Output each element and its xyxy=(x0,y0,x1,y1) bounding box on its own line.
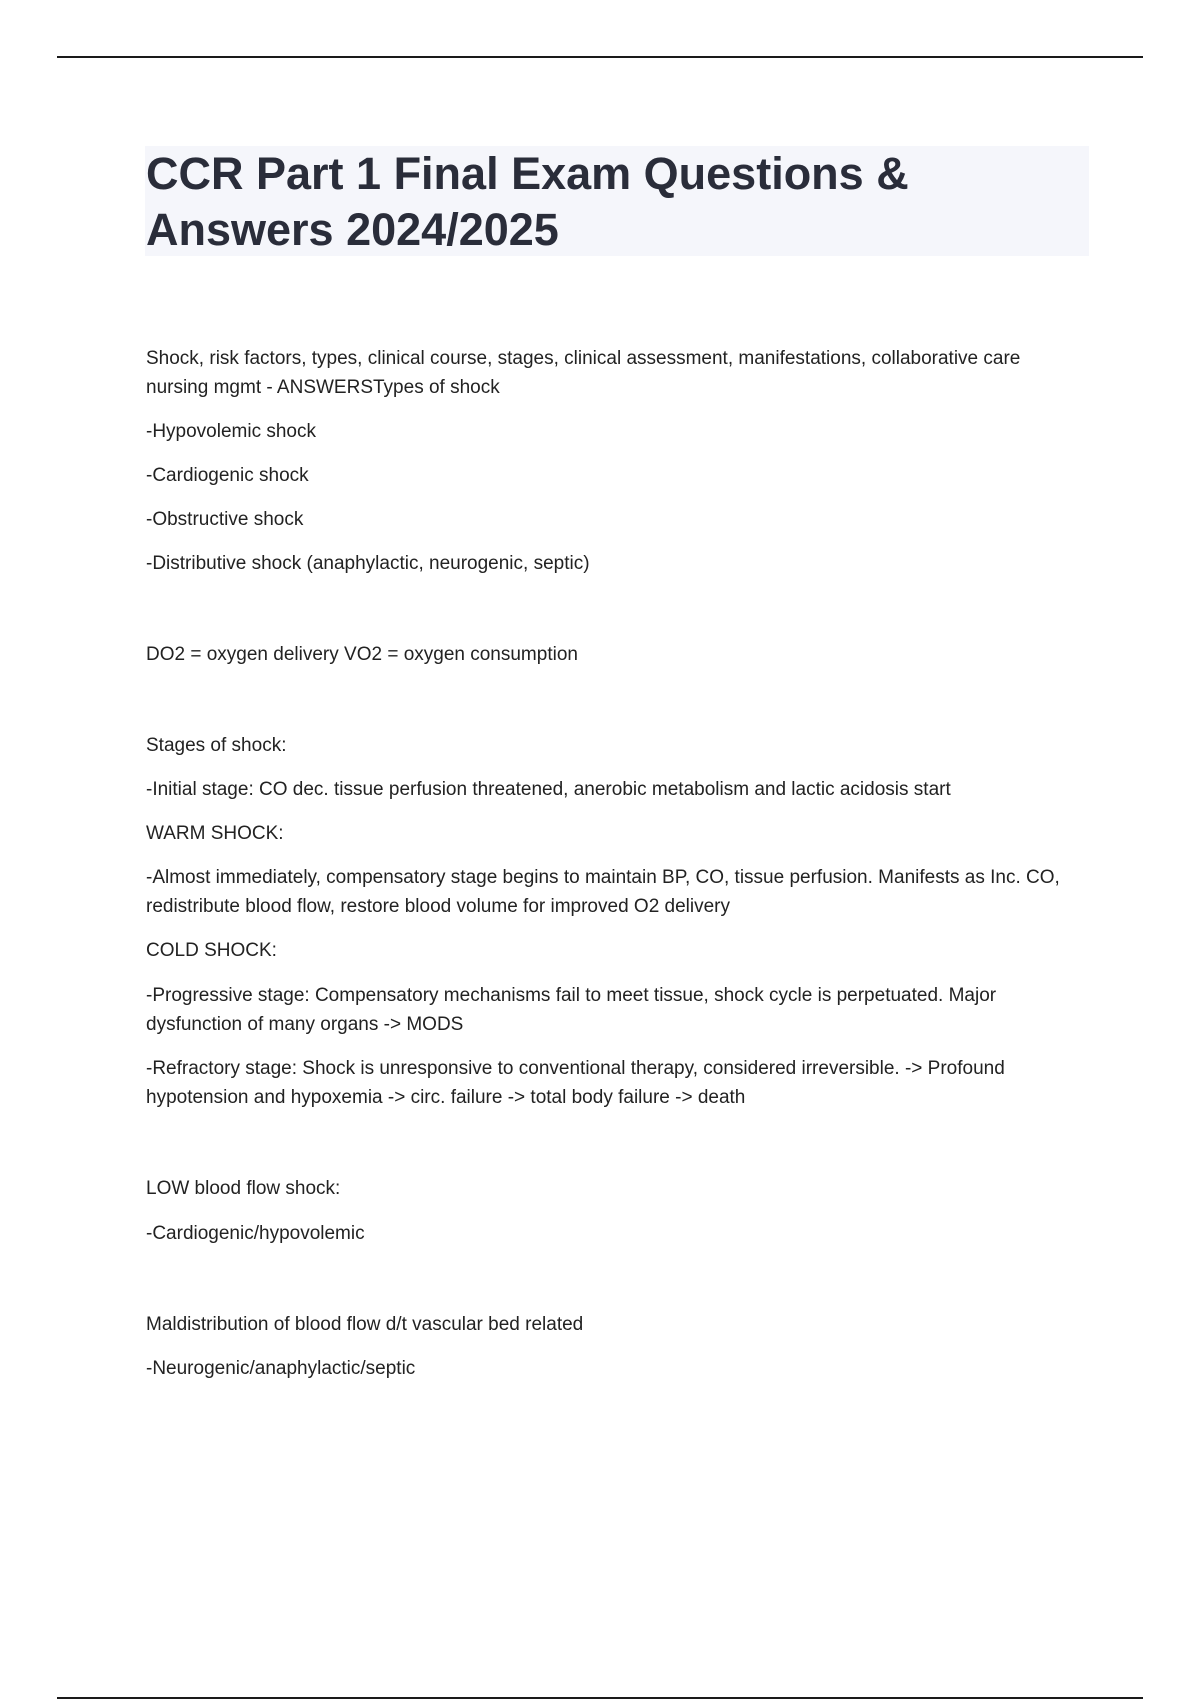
list-item: -Progressive stage: Compensatory mechanisms fail to meet tissue, shock cycle is perpetuated. Major dysfunction of many organs -> MODS xyxy=(146,985,997,1035)
bottom-divider xyxy=(57,1697,1143,1699)
section-heading: Maldistribution of blood flow d/t vascular bed related xyxy=(146,1314,584,1335)
section-heading: COLD SHOCK: xyxy=(146,940,277,961)
list-item: -Almost immediately, compensatory stage begins to maintain BP, CO, tissue perfusion. Manifests as Inc. CO, redistribute blood flow, restore blood volume for improved O2 delivery xyxy=(146,867,1060,917)
section-heading: WARM SHOCK: xyxy=(146,823,284,844)
top-divider xyxy=(57,56,1143,58)
list-item: -Hypovolemic shock xyxy=(146,421,316,442)
section-heading: LOW blood flow shock: xyxy=(146,1178,341,1199)
list-item: -Distributive shock (anaphylactic, neurogenic, septic) xyxy=(146,553,590,574)
list-item: -Cardiogenic/hypovolemic xyxy=(146,1223,365,1244)
document-body xyxy=(146,344,1086,1383)
page-title: CCR Part 1 Final Exam Questions & Answers 2024/2025 xyxy=(146,148,909,255)
list-item: -Cardiogenic shock xyxy=(146,465,309,486)
list-item: -Neurogenic/anaphylactic/septic xyxy=(146,1358,416,1379)
paragraph-intro: Shock, risk factors, types, clinical course, stages, clinical assessment, manifestations, collaborative care nursing mgmt - ANSWERSTypes of shock xyxy=(146,348,1021,398)
list-item: -Initial stage: CO dec. tissue perfusion threatened, anerobic metabolism and lactic acidosis start xyxy=(146,779,951,800)
section-heading: Stages of shock: xyxy=(146,735,287,756)
list-item: -Refractory stage: Shock is unresponsive to conventional therapy, considered irreversible. -> Profound hypotension and hypoxemia -> circ. failure -> total body failure -> death xyxy=(146,1058,1005,1108)
paragraph-definitions: DO2 = oxygen delivery VO2 = oxygen consumption xyxy=(146,644,578,665)
list-item: -Obstructive shock xyxy=(146,509,304,530)
